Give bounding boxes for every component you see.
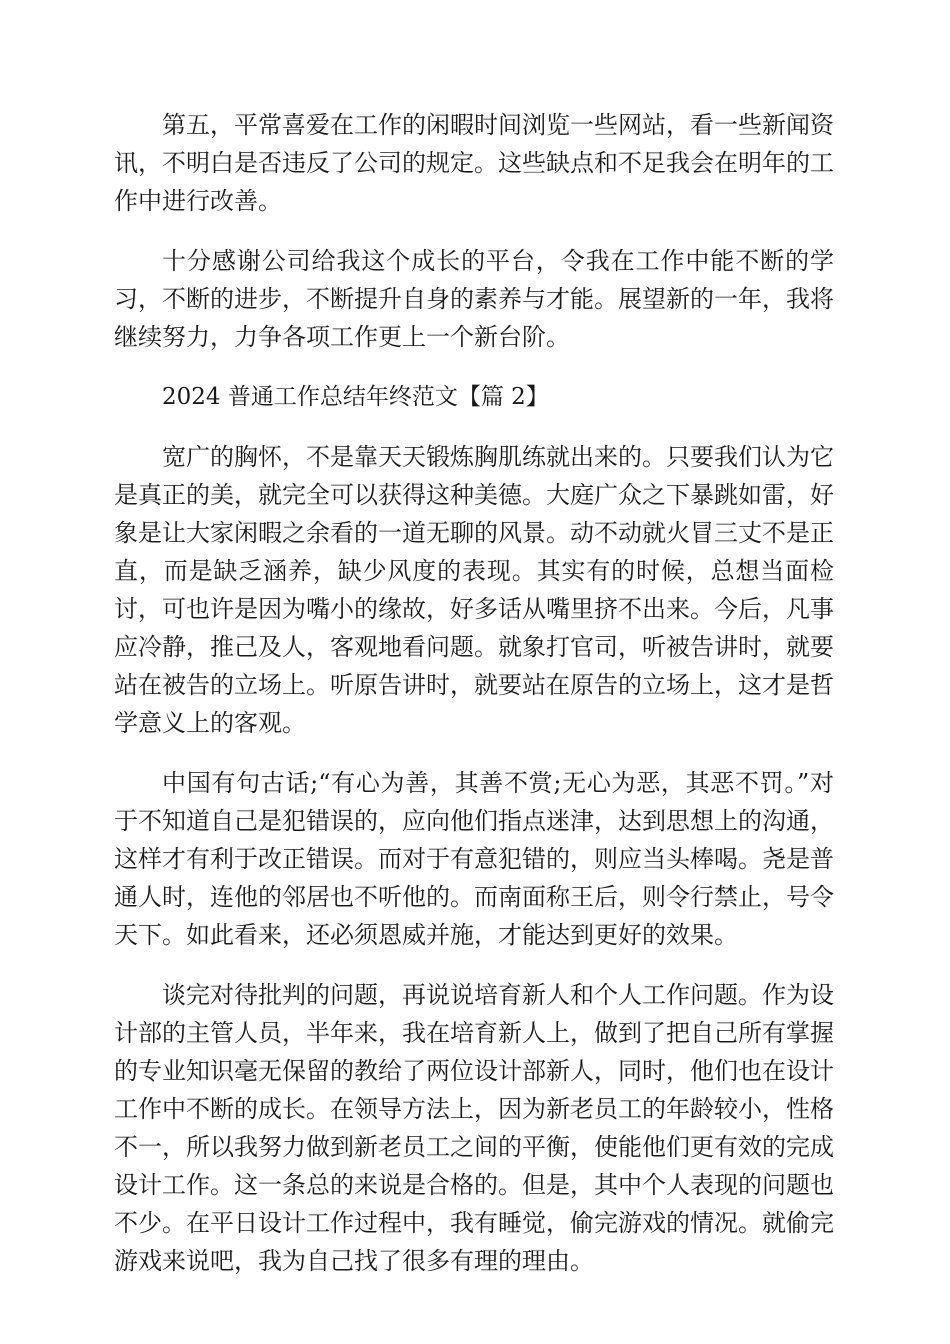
paragraph-shortcomings: 第五，平常喜爱在工作的闲暇时间浏览一些网站，看一些新闻资讯，不明白是否违反了公司的规定。这些缺点和不足我会在明年的工作中进行改善。 [114,111,834,215]
paragraph-training-newcomers: 谈完对待批判的问题，再说说培育新人和个人工作问题。作为设计部的主管人员，半年来，我在培育新人上，做到了把自己所有掌握的专业知识毫无保留的教给了两位设计部新人，同时，他们也在设计工作中不断的成长。在领导方法上，因为新老员工的年龄较小，性格不一，所以我努力做到新老员工之间的平衡，使能他们更有效的完成设计工作。这一条总的来说是合格的。但是，其中个人表现的问题也不少。在平日设计工作过程中，我有睡觉，偷完游戏的情况。就偷完游戏来说吧，我为自己找了很多有理的理由。 [114,981,834,1275]
document-page [114,106,834,1302]
paragraph-thanks: 十分感谢公司给我这个成长的平台，令我在工作中能不断的学习，不断的进步，不断提升自身的素养与才能。展望新的一年，我将继续努力，力争各项工作更上一个新台阶。 [114,247,834,351]
paragraph-broad-mind: 宽广的胸怀，不是靠天天锻炼胸肌练就出来的。只要我们认为它是真正的美，就完全可以获得这种美德。大庭广众之下暴跳如雷，好象是让大家闲暇之余看的一道无聊的风景。动不动就火冒三丈不是正直，而是缺乏涵养，缺少风度的表现。其实有的时候，总想当面检讨，可也许是因为嘴小的缘故，好多话从嘴里挤不出来。今后，凡事应冷静，推己及人，客观地看问题。就象打官司，听被告讲时，就要站在被告的立场上。听原告讲时，就要站在原告的立场上，这才是哲学意义上的客观。 [114,443,834,737]
paragraph-ancient-saying: 中国有句古话;“有心为善，其善不赏;无心为恶，其恶不罚。”对于不知道自己是犯错误的，应向他们指点迷津，达到思想上的沟通，这样才有利于改正错误。而对于有意犯错的，则应当头棒喝。尧是普通人时，连他的邻居也不听他的。而南面称王后，则令行禁止，号令天下。如此看来，还必须恩威并施，才能达到更好的效果。 [114,769,834,949]
section-heading: 2024 普通工作总结年终范文【篇 2】 [162,384,549,410]
